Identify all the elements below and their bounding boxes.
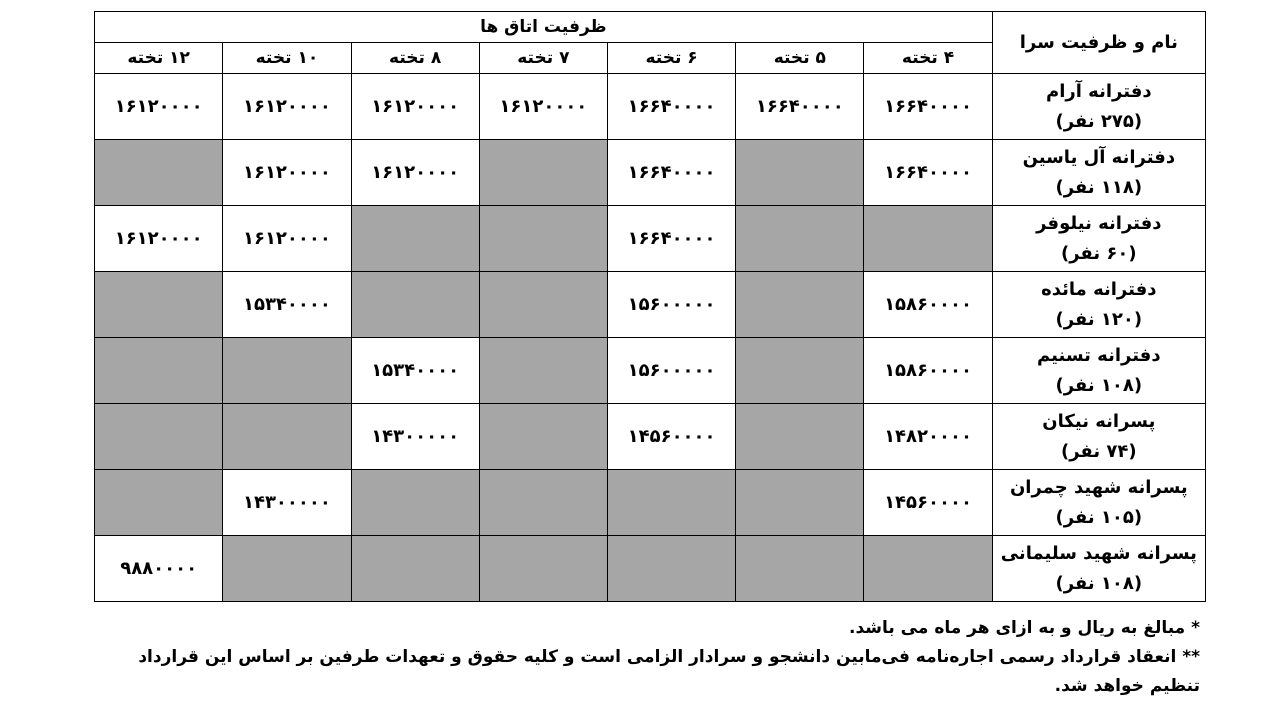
price-cell [479, 140, 607, 206]
price-cell [479, 272, 607, 338]
dorm-name-cell [992, 140, 1205, 206]
price-cell: ۱۶۶۴۰۰۰۰ [864, 140, 992, 206]
price-cell: ۱۵۶۰۰۰۰۰ [607, 338, 735, 404]
price-cell [607, 536, 735, 602]
price-cell: ۱۶۶۴۰۰۰۰ [864, 74, 992, 140]
dorm-capacity: (۲۷۵ نفر) [1055, 110, 1143, 132]
dorm-capacity: (۱۰۸ نفر) [1055, 374, 1143, 396]
column-header: ۷ تخته [479, 43, 607, 74]
price-cell [479, 536, 607, 602]
price-cell: ۱۴۵۶۰۰۰۰ [607, 404, 735, 470]
price-cell: ۱۵۳۴۰۰۰۰ [351, 338, 479, 404]
column-header: ۱۲ تخته [95, 43, 223, 74]
dorm-name-cell [992, 206, 1205, 272]
dorm-name: دفترانه مائده [1041, 278, 1157, 300]
price-cell [736, 272, 864, 338]
price-cell [223, 536, 351, 602]
table-row [95, 206, 1206, 272]
dorm-name: پسرانه نیکان [1042, 410, 1156, 432]
price-cell: ۱۶۱۲۰۰۰۰ [223, 74, 351, 140]
column-header: ۶ تخته [607, 43, 735, 74]
price-cell [864, 536, 992, 602]
price-cell: ۱۴۵۶۰۰۰۰ [864, 470, 992, 536]
dorm-name: دفترانه آرام [1046, 80, 1152, 102]
dorm-name-cell [992, 470, 1205, 536]
price-cell: ۱۵۳۴۰۰۰۰ [223, 272, 351, 338]
table-row [95, 470, 1206, 536]
price-cell: ۱۶۶۴۰۰۰۰ [607, 206, 735, 272]
column-header: ۵ تخته [736, 43, 864, 74]
dorm-name-cell [992, 536, 1205, 602]
price-cell: ۱۶۱۲۰۰۰۰ [223, 206, 351, 272]
name-capacity-header: نام و ظرفیت سرا [992, 12, 1205, 74]
column-header: ۱۰ تخته [223, 43, 351, 74]
price-cell [95, 470, 223, 536]
price-cell: ۱۵۶۰۰۰۰۰ [607, 272, 735, 338]
price-cell [351, 272, 479, 338]
dorm-name-cell [992, 74, 1205, 140]
price-cell [351, 206, 479, 272]
price-cell [479, 470, 607, 536]
dorm-capacity: (۶۰ نفر) [1061, 242, 1137, 264]
price-cell: ۱۶۱۲۰۰۰۰ [351, 74, 479, 140]
price-cell: ۱۶۶۴۰۰۰۰ [736, 74, 864, 140]
dorm-name: پسرانه شهید چمران [1009, 476, 1188, 498]
footnote-currency: * مبالغ به ریال و به ازای هر ماه می باشد. [849, 618, 1200, 638]
dorm-capacity: (۱۰۵ نفر) [1055, 506, 1143, 528]
table-row [95, 74, 1206, 140]
price-cell [736, 404, 864, 470]
table-row [95, 272, 1206, 338]
price-cell [479, 338, 607, 404]
price-cell [736, 338, 864, 404]
table-row [95, 338, 1206, 404]
price-cell: ۱۶۶۴۰۰۰۰ [607, 74, 735, 140]
dorm-capacity: (۱۰۸ نفر) [1055, 572, 1143, 594]
price-cell: ۱۶۱۲۰۰۰۰ [351, 140, 479, 206]
dorm-name: دفترانه نیلوفر [1036, 212, 1162, 234]
dorm-name-cell [992, 272, 1205, 338]
dorm-name: دفترانه آل یاسین [1022, 146, 1176, 168]
price-cell: ۱۶۱۲۰۰۰۰ [95, 74, 223, 140]
price-cell: ۱۴۳۰۰۰۰۰ [351, 404, 479, 470]
dormitory-price-table [94, 11, 1206, 602]
price-cell [95, 140, 223, 206]
column-header: ۸ تخته [351, 43, 479, 74]
price-cell [95, 338, 223, 404]
price-cell [736, 206, 864, 272]
table-row [95, 140, 1206, 206]
price-cell: ۱۶۶۴۰۰۰۰ [607, 140, 735, 206]
price-cell [736, 536, 864, 602]
price-cell: ۹۸۸۰۰۰۰ [95, 536, 223, 602]
table-body [95, 74, 1206, 602]
price-cell: ۱۴۸۲۰۰۰۰ [864, 404, 992, 470]
price-table-wrapper [94, 11, 1206, 602]
price-cell: ۱۵۸۶۰۰۰۰ [864, 272, 992, 338]
price-cell: ۱۴۳۰۰۰۰۰ [223, 470, 351, 536]
price-cell: ۱۶۱۲۰۰۰۰ [223, 140, 351, 206]
price-cell: ۱۶۱۲۰۰۰۰ [479, 74, 607, 140]
price-cell [736, 470, 864, 536]
dorm-name-cell [992, 404, 1205, 470]
dorm-name: دفترانه تسنیم [1037, 344, 1161, 366]
price-cell [223, 338, 351, 404]
price-cell [864, 206, 992, 272]
dorm-name: پسرانه شهید سلیمانی [1000, 542, 1197, 564]
price-cell [95, 272, 223, 338]
column-header: ۴ تخته [864, 43, 992, 74]
price-cell [479, 404, 607, 470]
price-cell [351, 536, 479, 602]
dorm-name-cell [992, 338, 1205, 404]
price-cell [95, 404, 223, 470]
price-cell [479, 206, 607, 272]
table-row [95, 536, 1206, 602]
price-cell: ۱۵۸۶۰۰۰۰ [864, 338, 992, 404]
price-cell [607, 470, 735, 536]
footnote-contract: ** انعقاد قرارداد رسمی اجاره‌نامه فی‌مابین دانشجو و سرادار الزامی است و کلیه حقوق و تعهدات طرفین بر اساس این قرارداد تنظیم خواهد شد. [138, 647, 1200, 696]
price-cell: ۱۶۱۲۰۰۰۰ [95, 206, 223, 272]
price-cell [351, 470, 479, 536]
dorm-capacity: (۷۴ نفر) [1061, 440, 1137, 462]
table-row [95, 404, 1206, 470]
price-cell [736, 140, 864, 206]
price-cell [223, 404, 351, 470]
footnotes [94, 614, 1200, 701]
dorm-capacity: (۱۱۸ نفر) [1055, 176, 1143, 198]
room-capacity-header: ظرفیت اتاق ها [95, 12, 993, 43]
dorm-capacity: (۱۲۰ نفر) [1055, 308, 1143, 330]
